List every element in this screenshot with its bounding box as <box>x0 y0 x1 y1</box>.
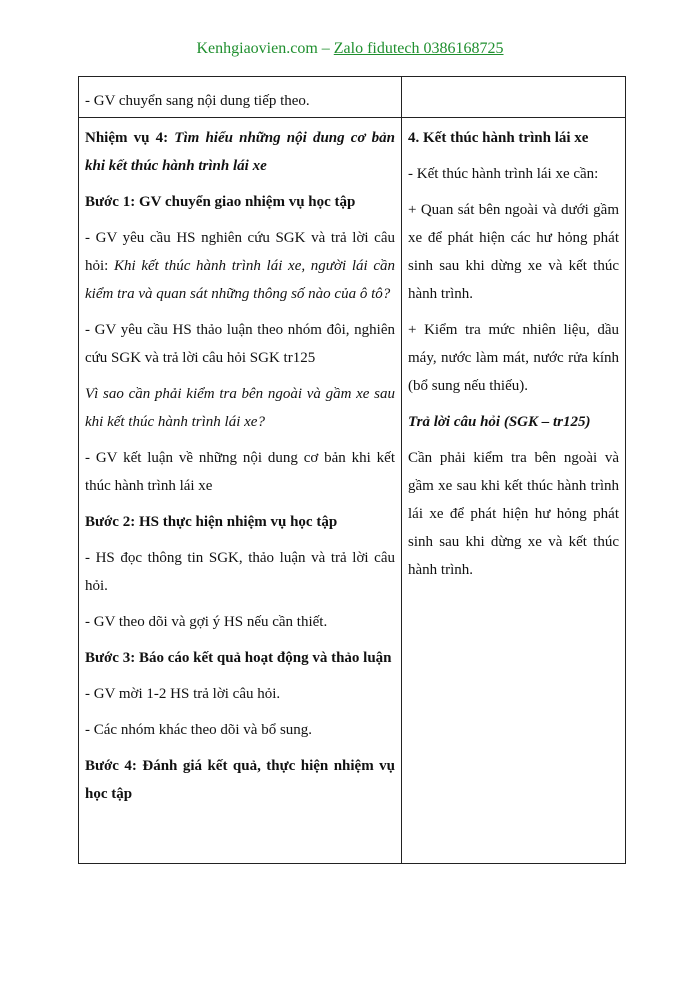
task-title-rest: Tìm hiểu những nội dung cơ bản khi kết thúc hành trình lái xe <box>85 130 395 174</box>
step3-title: Bước 3: Báo cáo kết quả hoạt động và thảo luận <box>85 650 392 666</box>
transition-note: - GV chuyển sang nội dung tiếp theo. <box>85 93 310 109</box>
table-cell-left <box>79 118 402 864</box>
site-link[interactable]: Kenhgiaovien.com <box>196 40 318 57</box>
step2-paragraph-1: - HS đọc thông tin SGK, thảo luận và trả lời câu hỏi. <box>85 550 395 594</box>
page-header <box>0 40 700 58</box>
task-title <box>85 124 395 180</box>
section-point-2: + Kiểm tra mức nhiên liệu, dầu máy, nước làm mát, nước rửa kính (bổ sung nếu thiếu). <box>408 322 619 394</box>
header-separator: – <box>317 40 334 57</box>
step3-paragraph-2: - Các nhóm khác theo dõi và bổ sung. <box>85 722 313 738</box>
step1-p1-question: Khi kết thúc hành trình lái xe, người lái cần kiểm tra và quan sát những thông số nào của ô tô? <box>85 258 395 302</box>
section-title: 4. Kết thúc hành trình lái xe <box>408 130 589 146</box>
table-cell-right <box>402 77 626 118</box>
section-intro: - Kết thúc hành trình lái xe cần: <box>408 166 599 182</box>
step1-p1-plain: - GV yêu cầu HS nghiên cứu SGK và trả lời câu hỏi: <box>85 230 395 274</box>
step1-paragraph-3: - GV kết luận về những nội dung cơ bản khi kết thúc hành trình lái xe <box>85 450 395 494</box>
task-title-lead: Nhiệm vụ 4: <box>85 130 175 146</box>
step2-paragraph-2: - GV theo dõi và gợi ý HS nếu cần thiết. <box>85 614 328 630</box>
table-row <box>79 118 626 864</box>
answer-title: Trả lời câu hỏi (SGK – tr125) <box>408 414 591 430</box>
step1-paragraph-1 <box>85 224 395 308</box>
lesson-table <box>78 76 626 864</box>
step2-title: Bước 2: HS thực hiện nhiệm vụ học tập <box>85 514 338 530</box>
step1-paragraph-2: - GV yêu cầu HS thảo luận theo nhóm đôi, nghiên cứu SGK và trả lời câu hỏi SGK tr125 <box>85 322 395 366</box>
step4-title: Bước 4: Đánh giá kết quả, thực hiện nhiệm vụ học tập <box>85 758 395 802</box>
step3-paragraph-1: - GV mời 1-2 HS trả lời câu hỏi. <box>85 686 281 702</box>
table-row <box>79 77 626 118</box>
table-cell-right <box>402 118 626 864</box>
zalo-contact-link[interactable]: Zalo fidutech 0386168725 <box>333 40 504 57</box>
step1-question: Vì sao cần phải kiểm tra bên ngoài và gầm xe sau khi kết thúc hành trình lái xe? <box>85 386 395 430</box>
section-point-1: + Quan sát bên ngoài và dưới gầm xe để phát hiện các hư hỏng phát sinh sau khi dừng xe và kết thúc hành trình. <box>408 202 619 302</box>
step1-title: Bước 1: GV chuyển giao nhiệm vụ học tập <box>85 194 356 210</box>
table-cell-left <box>79 77 402 118</box>
answer-text: Cần phải kiểm tra bên ngoài và gầm xe sau khi kết thúc hành trình lái xe để phát hiện hư hỏng phát sinh sau khi dừng xe và kết thúc hành trình. <box>408 450 619 578</box>
